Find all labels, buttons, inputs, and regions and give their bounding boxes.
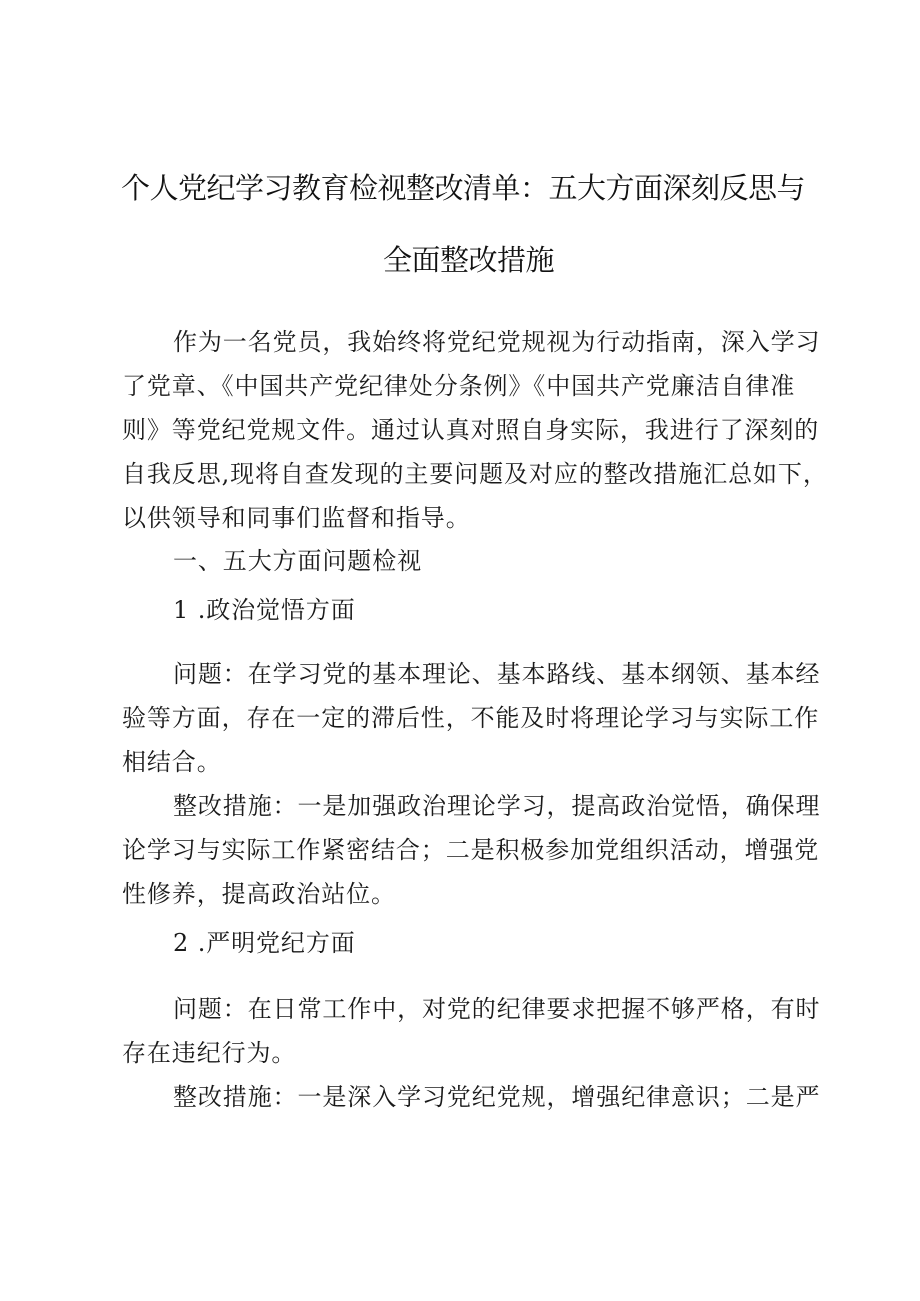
document-title-line-1: 个人党纪学习教育检视整改清单：五大方面深刻反思与 bbox=[121, 171, 806, 205]
section-heading: 一、五大方面问题检视 bbox=[173, 547, 422, 575]
measure-line: 整改措施：一是深入学习党纪党规，增强纪律意识；二是严 bbox=[173, 1083, 821, 1111]
item-heading: 2 .严明党纪方面 bbox=[173, 929, 356, 957]
intro-line: 自我反思,现将自查发现的主要问题及对应的整改措施汇总如下， bbox=[122, 460, 828, 488]
intro-line: 作为一名党员，我始终将党纪党规视为行动指南，深入学习 bbox=[173, 328, 821, 356]
measure-line: 论学习与实际工作紧密结合；二是积极参加党组织活动，增强党 bbox=[122, 836, 820, 864]
measure-line: 整改措施：一是加强政治理论学习，提高政治觉悟，确保理 bbox=[173, 792, 821, 820]
problem-line: 问题：在学习党的基本理论、基本路线、基本纲领、基本经 bbox=[173, 660, 821, 688]
item-heading: 1 .政治觉悟方面 bbox=[173, 596, 356, 624]
intro-line: 了党章、《中国共产党纪律处分条例》《中国共产党廉洁自律准 bbox=[122, 372, 796, 400]
problem-line: 存在违纪行为。 bbox=[122, 1039, 297, 1067]
intro-line: 以供领导和同事们监督和指导。 bbox=[122, 504, 471, 532]
document-title-line-2: 全面整改措施 bbox=[383, 243, 555, 277]
problem-line: 相结合。 bbox=[122, 748, 222, 776]
intro-line: 则》等党纪党规文件。通过认真对照自身实际，我进行了深刻的 bbox=[122, 416, 820, 444]
measure-line: 性修养，提高政治站位。 bbox=[122, 880, 396, 908]
problem-line: 验等方面，存在一定的滞后性，不能及时将理论学习与实际工作 bbox=[122, 704, 820, 732]
problem-line: 问题：在日常工作中，对党的纪律要求把握不够严格，有时 bbox=[173, 995, 821, 1023]
